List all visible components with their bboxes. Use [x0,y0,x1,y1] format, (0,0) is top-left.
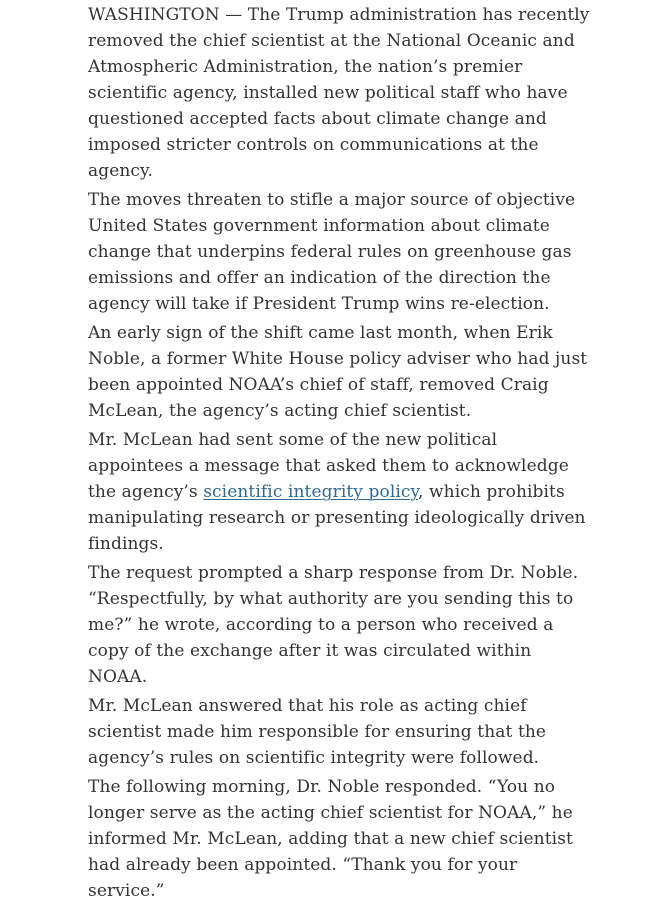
paragraph-lede: WASHINGTON — The Trump administration has recently removed the chief scientist at the National Oceanic and Atmospheric Administration, the nation’s premier scientific agency, installed new political staff who have questioned accepted facts about climate change and imposed stricter controls on communications at the agency. [88,5,590,181]
paragraph-with-link [88,427,590,557]
paragraph: The following morning, Dr. Noble responded. “You no longer serve as the acting chief scientist for NOAA,” he informed Mr. McLean, adding that a new chief scientist had already been appointed. “Thank you for your service.” [88,777,573,901]
paragraph-text-after-link: , which prohibits manipulating research or presenting ideologically driven findings. [88,482,586,554]
paragraph: An early sign of the shift came last month, when Erik Noble, a former White House policy adviser who had just been appointed NOAA’s chief of staff, removed Craig McLean, the agency’s acting chief scientist. [88,323,588,421]
scientific-integrity-policy-link[interactable]: scientific integrity policy [203,482,418,502]
paragraph: Mr. McLean answered that his role as acting chief scientist made him responsible for ensuring that the agency’s rules on scientific integrity were followed. [88,696,547,768]
paragraph: The moves threaten to stifle a major source of objective United States government information about climate change that underpins federal rules on greenhouse gas emissions and offer an indication of the direction the agency will take if President Trump wins re-election. [88,190,576,314]
paragraph: The request prompted a sharp response from Dr. Noble. “Respectfully, by what authority are you sending this to me?” he wrote, according to a person who received a copy of the exchange after it was circulated within NOAA. [88,563,579,687]
paragraph-text-before-link: Mr. McLean had sent some of the new political appointees a message that asked them to acknowledge the agency’s [88,430,569,502]
